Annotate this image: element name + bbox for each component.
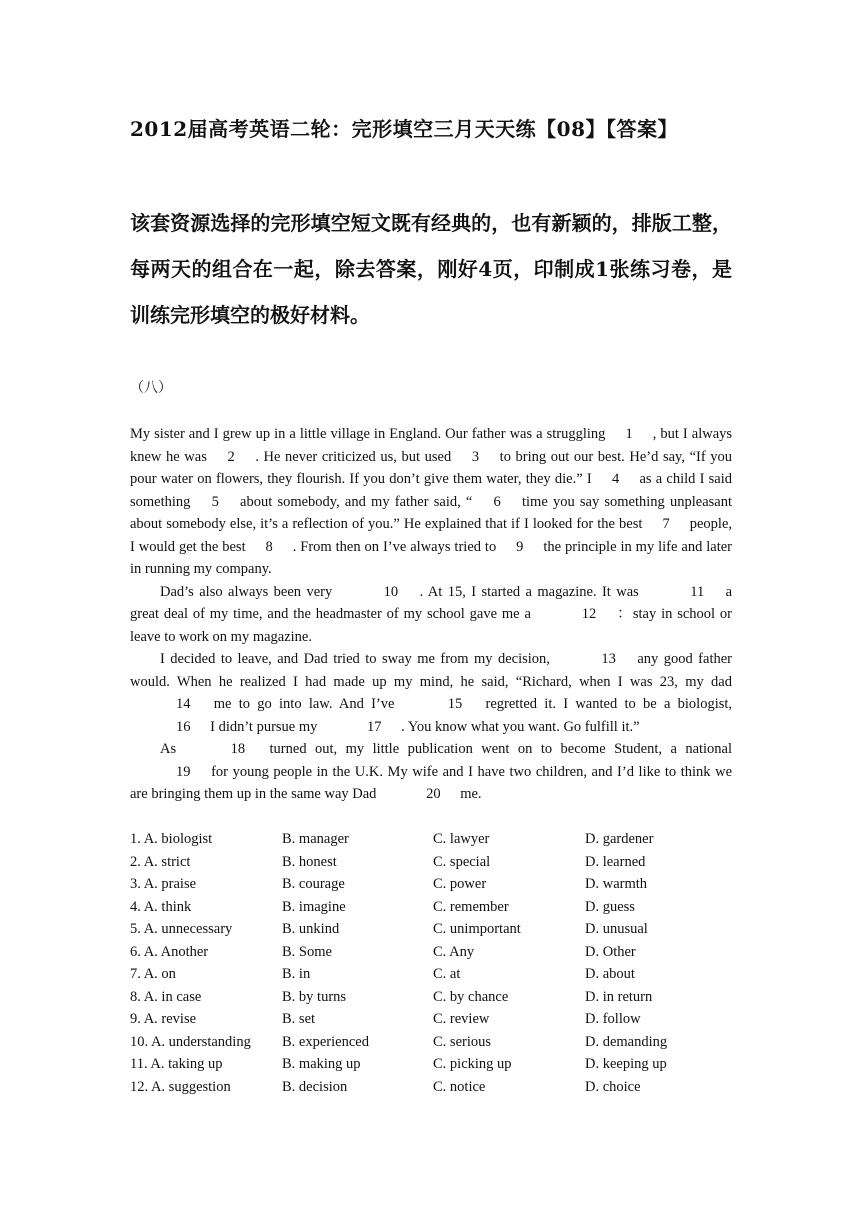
question-row-12 [130,1076,732,1099]
option-b: B. set [282,1011,316,1027]
question-row-10 [130,1031,732,1054]
option-d: D. Other [585,943,636,960]
blank-number: 8 [265,538,273,555]
option-c: C. unimportant [433,921,521,937]
blank-number: 7 [662,516,670,532]
blank-number: 11 [690,583,705,600]
blank-number: 19 [176,763,191,780]
question-row-2 [130,851,732,874]
passage-text: . At 15, I started a magazine. It was [419,583,639,600]
question-row-6 [130,941,732,964]
passage-text: , but I always knew he was [130,426,733,465]
passage-paragraph-4 [130,738,732,806]
section-label: （八） [130,380,172,396]
question-row-11 [130,1053,732,1076]
option-a: 12. A. suggestion [130,1078,231,1095]
passage-paragraph-2 [130,581,732,649]
cloze-passage [130,423,732,806]
option-a: 11. A. taking up [130,1056,223,1072]
blank-number: 4 [611,471,620,487]
question-row-7 [130,963,732,986]
blank-number: 16 [176,718,191,735]
passage-paragraph-1 [130,423,732,581]
option-d: D. guess [585,898,635,915]
option-d: D. follow [585,1011,641,1027]
option-d: D. gardener [585,831,654,847]
answer-options [130,828,732,1098]
passage-text: as a child I said something [130,471,733,510]
option-d: D. keeping up [585,1056,667,1072]
option-a: 4. A. think [130,898,192,915]
option-d: D. learned [585,853,646,870]
passage-text: . He never criticized us, but used [255,448,452,465]
blank-number: 5 [211,493,219,510]
option-a: 7. A. on [130,966,176,982]
option-b: B. in [282,966,311,982]
option-b: B. manager [282,831,349,847]
option-c: C. Any [433,943,475,960]
option-b: B. experienced [282,1033,369,1050]
blank-number: 2 [227,448,235,465]
blank-number: 18 [230,741,246,757]
option-a: 9. A. revise [130,1011,197,1027]
blank-number: 12 [581,606,597,622]
option-b: B. making up [282,1056,361,1072]
option-b: B. courage [282,876,345,892]
passage-text: I didn’t pursue my [210,718,318,735]
option-d: D. in return [585,988,653,1005]
passage-text: turned out, my little publication went on to become Student, a national [269,741,733,757]
option-a: 10. A. understanding [130,1033,251,1050]
option-c: C. lawyer [433,831,490,847]
passage-text: me. [460,786,482,802]
option-a: 5. A. unnecessary [130,921,233,937]
option-c: C. remember [433,898,509,915]
passage-text: to bring out our best. He’d say, “If you pour water on flowers, they flourish. If you don’t give them water, they die.” I [130,448,733,487]
option-c: C. special [433,853,491,870]
blank-number: 13 [601,651,616,667]
option-d: D. choice [585,1078,641,1095]
passage-text: . From then on I’ve always tried to [292,538,497,555]
option-d: D. about [585,966,635,982]
question-row-5 [130,918,732,941]
option-a: 1. A. biologist [130,831,213,847]
blank-number: 14 [176,696,191,712]
passage-text: about somebody, and my father said, “ [240,493,473,510]
question-row-3 [130,873,732,896]
passage-text: As [160,741,177,757]
option-b: B. decision [282,1078,348,1095]
option-c: C. by chance [433,988,509,1005]
option-c: C. review [433,1011,490,1027]
passage-text: ：stay in school or leave to work on my magazine. [130,606,733,645]
passage-text: for young people in the U.K. My wife and I have two children, and I’d like to think we are bringing them up in the same way Dad [130,763,733,802]
option-b: B. imagine [282,898,346,915]
option-c: C. power [433,876,487,892]
blank-number: 20 [426,786,441,802]
passage-text: My sister and I grew up in a little village in England. Our father was a struggling [130,426,606,442]
option-b: B. unkind [282,921,340,937]
option-b: B. honest [282,853,337,870]
option-c: C. picking up [433,1056,512,1072]
question-row-9 [130,1008,732,1031]
blank-number: 6 [493,493,501,510]
blank-number: 9 [516,538,524,555]
page-title: 2012届高考英语二轮：完形填空三月天天练【08】【答案】 [130,117,678,141]
option-c: C. serious [433,1033,491,1050]
passage-text: time you say something unpleasant about somebody else, it’s a reflection of you.” He explained that if I looked for the best [130,493,732,532]
option-d: D. unusual [585,921,648,937]
blank-number: 15 [447,696,463,712]
blank-number: 17 [367,718,382,735]
option-b: B. Some [282,943,332,960]
question-row-1 [130,828,732,851]
passage-text: regretted it. I wanted to be a biologist, [485,696,733,712]
option-c: C. at [433,966,461,982]
blank-number: 1 [625,426,633,442]
option-a: 8. A. in case [130,988,202,1005]
passage-text: . You know what you want. Go fulfill it.” [401,718,640,735]
passage-paragraph-3 [130,648,732,738]
option-d: D. warmth [585,876,648,892]
passage-text: a great deal of my time, and the headmaster of my school gave me a [130,583,733,622]
option-d: D. demanding [585,1033,668,1050]
passage-text: Dad’s also always been very [160,583,333,600]
option-a: 2. A. strict [130,853,191,870]
passage-text: me to go into law. And I’ve [213,696,395,712]
option-a: 3. A. praise [130,876,197,892]
question-row-8 [130,986,732,1009]
option-c: C. notice [433,1078,486,1095]
passage-text: I decided to leave, and Dad tried to sway me from my decision, [160,651,550,667]
intro-paragraph: 该套资源选择的完形填空短文既有经典的，也有新颖的，排版工整，每两天的组合在一起，除去答案，刚好4页，印制成1张练习卷，是训练完形填空的极好材料。 [130,211,732,327]
option-b: B. by turns [282,988,347,1005]
blank-number: 10 [383,583,399,600]
question-row-4 [130,896,732,919]
blank-number: 3 [471,448,480,465]
passage-text: any good father would. When he realized I had made up my mind, he said, “Richard, when I was 23, my dad [130,651,732,690]
passage-text: the principle in my life and later in running my company. [130,538,733,577]
option-a: 6. A. Another [130,943,209,960]
passage-text: people, I would get the best [130,516,733,555]
